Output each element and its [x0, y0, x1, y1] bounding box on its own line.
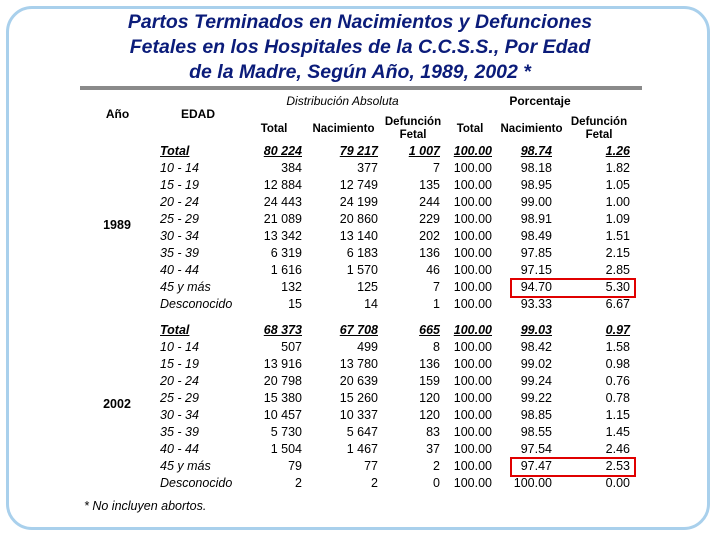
- pct-defuncion-cell: 0.76: [605, 374, 630, 388]
- nacimiento-cell: 20 860: [339, 212, 378, 226]
- pct-nacimiento-cell: 97.15: [520, 263, 552, 277]
- pct-defuncion-cell: 2.46: [605, 442, 630, 456]
- total-row-pct-nacimiento-cell: 99.03: [520, 323, 552, 337]
- header-fetal-pct: Fetal: [585, 129, 613, 141]
- pct-defuncion-cell: 1.58: [605, 340, 630, 354]
- pct-defuncion-cell: 1.00: [605, 195, 630, 209]
- defuncion-cell: 1: [433, 297, 440, 311]
- pct-defuncion-cell: 1.45: [605, 425, 630, 439]
- pct-nacimiento-cell: 99.02: [520, 357, 552, 371]
- total-cell: 1 504: [270, 442, 302, 456]
- nacimiento-cell: 14: [364, 297, 378, 311]
- total-cell: 384: [281, 161, 302, 175]
- pct-defuncion-cell: 0.00: [605, 476, 630, 490]
- pct-total-cell: 100.00: [453, 459, 492, 473]
- total-cell: 10 457: [263, 408, 302, 422]
- nacimiento-cell: 10 337: [339, 408, 378, 422]
- pct-nacimiento-cell: 99.24: [520, 374, 552, 388]
- pct-total-cell: 100.00: [453, 212, 492, 226]
- age-cell: 35 - 39: [160, 246, 199, 260]
- pct-total-cell: 100.00: [453, 178, 492, 192]
- defuncion-cell: 37: [426, 442, 440, 456]
- pct-total-cell: 100.00: [453, 195, 492, 209]
- pct-nacimiento-cell: 93.33: [520, 297, 552, 311]
- defuncion-cell: 244: [419, 195, 440, 209]
- pct-nacimiento-cell: 99.00: [520, 195, 552, 209]
- pct-defuncion-cell: 1.82: [605, 161, 630, 175]
- pct-nacimiento-cell: 94.70: [520, 280, 552, 294]
- year-label: 2002: [103, 396, 131, 411]
- pct-nacimiento-cell: 97.47: [520, 459, 552, 473]
- nacimiento-cell: 1 467: [346, 442, 378, 456]
- pct-nacimiento-cell: 97.85: [520, 246, 552, 260]
- total-row-nacimiento-cell: 79 217: [339, 144, 378, 158]
- age-cell: Desconocido: [160, 297, 233, 311]
- total-cell: 20 798: [263, 374, 302, 388]
- pct-defuncion-cell: 0.98: [605, 357, 630, 371]
- age-cell: 10 - 14: [160, 161, 199, 175]
- pct-total-cell: 100.00: [453, 297, 492, 311]
- defuncion-cell: 136: [419, 246, 440, 260]
- nacimiento-cell: 125: [357, 280, 378, 294]
- pct-total-cell: 100.00: [453, 425, 492, 439]
- age-cell: 15 - 19: [160, 178, 199, 192]
- total-cell: 79: [288, 459, 302, 473]
- nacimiento-cell: 20 639: [339, 374, 378, 388]
- header-anio: Año: [105, 107, 130, 121]
- age-cell: 30 - 34: [160, 408, 199, 422]
- age-cell: 30 - 34: [160, 229, 199, 243]
- nacimiento-cell: 13 140: [339, 229, 378, 243]
- pct-defuncion-cell: 2.15: [605, 246, 630, 260]
- pct-nacimiento-cell: 98.85: [520, 408, 552, 422]
- defuncion-cell: 159: [419, 374, 440, 388]
- slide-title: [0, 10, 720, 85]
- nacimiento-cell: 377: [357, 161, 378, 175]
- pct-defuncion-cell: 1.05: [605, 178, 630, 192]
- total-cell: 15: [288, 297, 302, 311]
- age-cell: 45 y más: [160, 459, 211, 473]
- pct-total-cell: 100.00: [453, 476, 492, 490]
- pct-total-cell: 100.00: [453, 408, 492, 422]
- nacimiento-cell: 24 199: [339, 195, 378, 209]
- nacimiento-cell: 6 183: [346, 246, 378, 260]
- total-row-pct-defuncion-cell: 1.26: [605, 144, 630, 158]
- total-cell: 5 730: [270, 425, 302, 439]
- defuncion-cell: 8: [433, 340, 440, 354]
- total-cell: 13 916: [263, 357, 302, 371]
- pct-total-cell: 100.00: [453, 391, 492, 405]
- pct-nacimiento-cell: 98.95: [520, 178, 552, 192]
- pct-nacimiento-cell: 98.55: [520, 425, 552, 439]
- pct-defuncion-cell: 1.15: [605, 408, 630, 422]
- nacimiento-cell: 15 260: [339, 391, 378, 405]
- age-cell: 40 - 44: [160, 442, 199, 456]
- nacimiento-cell: 5 647: [346, 425, 378, 439]
- pct-total-cell: 100.00: [453, 161, 492, 175]
- total-cell: 132: [281, 280, 302, 294]
- total-cell: 21 089: [263, 212, 302, 226]
- total-row-pct-defuncion-cell: 0.97: [605, 323, 630, 337]
- header-defuncion-abs: Defunción: [384, 116, 442, 128]
- defuncion-cell: 135: [419, 178, 440, 192]
- age-cell: 10 - 14: [160, 340, 199, 354]
- pct-total-cell: 100.00: [453, 442, 492, 456]
- defuncion-cell: 46: [426, 263, 440, 277]
- total-cell: 507: [281, 340, 302, 354]
- defuncion-cell: 120: [419, 408, 440, 422]
- header-nacimiento-abs: Nacimiento: [312, 123, 375, 135]
- total-cell: 24 443: [263, 195, 302, 209]
- total-cell: 2: [295, 476, 302, 490]
- nacimiento-cell: 12 749: [339, 178, 378, 192]
- pct-defuncion-cell: 5.30: [605, 280, 630, 294]
- header-defuncion-pct: Defunción: [570, 116, 628, 128]
- defuncion-cell: 2: [433, 459, 440, 473]
- pct-defuncion-cell: 2.85: [605, 263, 630, 277]
- title-line-1: Partos Terminados en Nacimientos y Defunciones: [127, 11, 593, 33]
- header-edad: EDAD: [180, 107, 215, 121]
- pct-defuncion-cell: 1.09: [605, 212, 630, 226]
- age-cell: 40 - 44: [160, 263, 199, 277]
- pct-total-cell: 100.00: [453, 229, 492, 243]
- age-cell: 25 - 29: [160, 212, 199, 226]
- header-total-abs: Total: [260, 123, 288, 135]
- total-row-pct-total-cell: 100.00: [453, 323, 492, 337]
- pct-defuncion-cell: 1.51: [605, 229, 630, 243]
- title-line-3: de la Madre, Según Año, 1989, 2002 *: [189, 61, 531, 83]
- pct-total-cell: 100.00: [453, 246, 492, 260]
- pct-total-cell: 100.00: [453, 374, 492, 388]
- total-cell: 6 319: [270, 246, 302, 260]
- total-row-pct-nacimiento-cell: 98.74: [520, 144, 552, 158]
- pct-defuncion-cell: 6.67: [605, 297, 630, 311]
- total-row-total-cell: 80 224: [263, 144, 302, 158]
- total-cell: 13 342: [263, 229, 302, 243]
- total-cell: 1 616: [270, 263, 302, 277]
- pct-nacimiento-cell: 97.54: [520, 442, 552, 456]
- total-row-age-cell: Total: [160, 144, 190, 158]
- footnote: * No incluyen abortos.: [84, 499, 207, 513]
- defuncion-cell: 229: [419, 212, 440, 226]
- pct-total-cell: 100.00: [453, 340, 492, 354]
- total-row-total-cell: 68 373: [263, 323, 302, 337]
- header-total-pct: Total: [456, 123, 484, 135]
- nacimiento-cell: 2: [371, 476, 378, 490]
- age-cell: 35 - 39: [160, 425, 199, 439]
- total-cell: 15 380: [263, 391, 302, 405]
- header-fetal-abs: Fetal: [399, 129, 427, 141]
- pct-nacimiento-cell: 100.00: [513, 476, 552, 490]
- header-distribucion-absoluta: Distribución Absoluta: [286, 94, 399, 108]
- defuncion-cell: 7: [433, 161, 440, 175]
- age-cell: 25 - 29: [160, 391, 199, 405]
- defuncion-cell: 202: [419, 229, 440, 243]
- age-cell: 20 - 24: [160, 374, 199, 388]
- defuncion-cell: 136: [419, 357, 440, 371]
- pct-nacimiento-cell: 98.42: [520, 340, 552, 354]
- age-cell: 15 - 19: [160, 357, 199, 371]
- pct-nacimiento-cell: 98.18: [520, 161, 552, 175]
- pct-defuncion-cell: 0.78: [605, 391, 630, 405]
- highlight-box: [510, 457, 636, 477]
- total-cell: 12 884: [263, 178, 302, 192]
- defuncion-cell: 7: [433, 280, 440, 294]
- nacimiento-cell: 499: [357, 340, 378, 354]
- highlight-box: [510, 278, 636, 298]
- age-cell: Desconocido: [160, 476, 233, 490]
- defuncion-cell: 120: [419, 391, 440, 405]
- pct-total-cell: 100.00: [453, 280, 492, 294]
- pct-total-cell: 100.00: [453, 263, 492, 277]
- defuncion-cell: 0: [433, 476, 440, 490]
- header-porcentaje: Porcentaje: [509, 94, 571, 108]
- pct-nacimiento-cell: 99.22: [520, 391, 552, 405]
- header-nacimiento-pct: Nacimiento: [500, 123, 563, 135]
- total-row-defuncion-cell: 1 007: [408, 144, 440, 158]
- nacimiento-cell: 13 780: [339, 357, 378, 371]
- defuncion-cell: 83: [426, 425, 440, 439]
- total-row-age-cell: Total: [160, 323, 190, 337]
- nacimiento-cell: 1 570: [346, 263, 378, 277]
- nacimiento-cell: 77: [364, 459, 378, 473]
- pct-total-cell: 100.00: [453, 357, 492, 371]
- age-cell: 45 y más: [160, 280, 211, 294]
- total-row-pct-total-cell: 100.00: [453, 144, 492, 158]
- pct-nacimiento-cell: 98.49: [520, 229, 552, 243]
- year-label: 1989: [103, 217, 131, 232]
- pct-nacimiento-cell: 98.91: [520, 212, 552, 226]
- pct-defuncion-cell: 2.53: [605, 459, 630, 473]
- title-line-2: Fetales en los Hospitales de la C.C.S.S., Por Edad: [129, 36, 591, 58]
- total-row-nacimiento-cell: 67 708: [339, 323, 378, 337]
- total-row-defuncion-cell: 665: [419, 323, 440, 337]
- age-cell: 20 - 24: [160, 195, 199, 209]
